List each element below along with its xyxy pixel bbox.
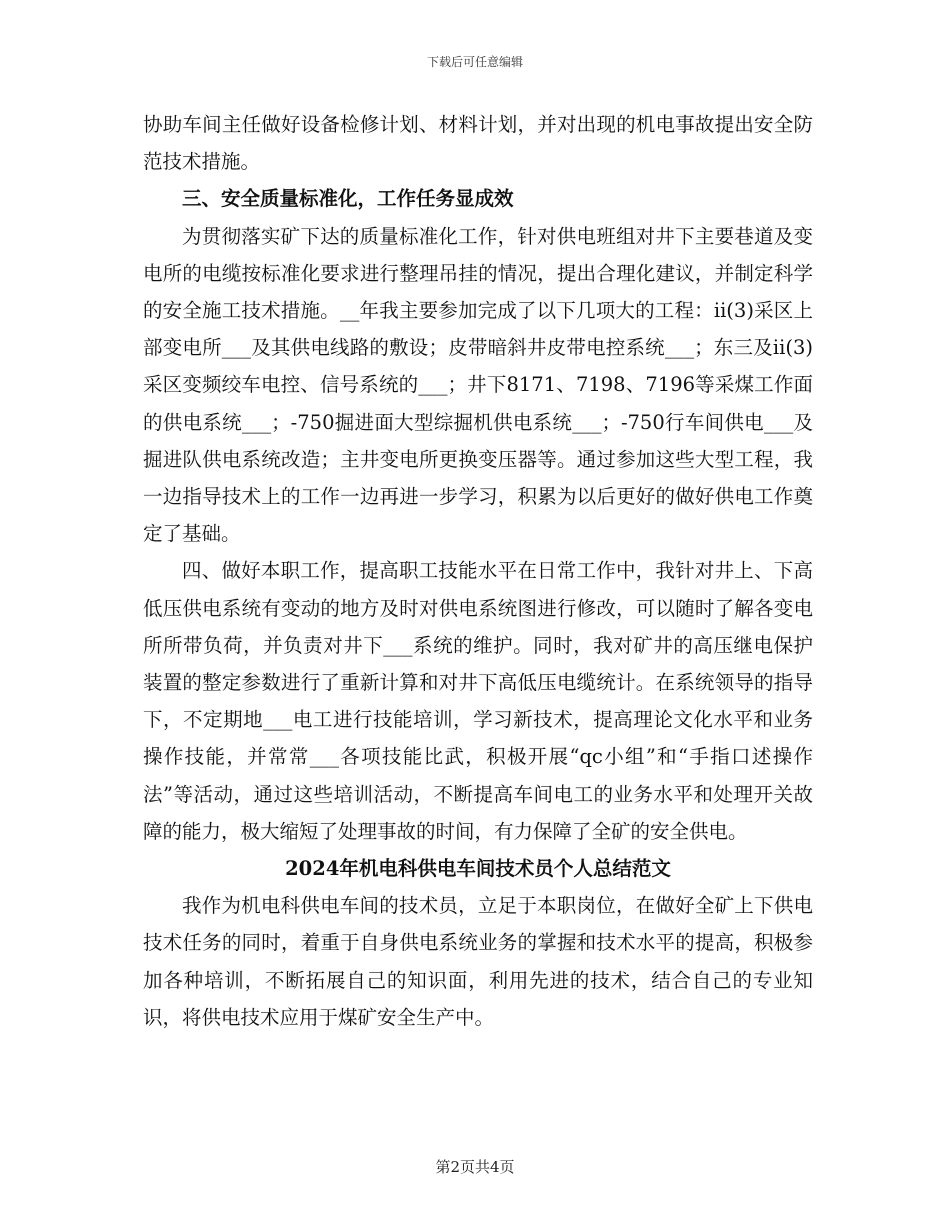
paragraph-continued: 协助车间主任做好设备检修计划、材料计划，并对出现的机电事故提出安全防范技术措施。: [143, 113, 813, 174]
document-title: 2024年机电科供电车间技术员个人总结范文: [285, 857, 671, 881]
paragraph-section-four: 四、做好本职工作，提高职工技能水平在日常工作中，我针对井上、下高低压供电系统有变动的地方及时对供电系统图进行修改，可以随时了解各变电所所带负荷，并负责对井下___系统的维护。同时，我对矿井的高压继电保护装置的整定参数进行了重新计算和对井下高低压电缆统计。在系统领导的指导下，不定期地___电工进行技能培训，学习新技术，提高理论文化水平和业务操作技能，并常常___各项技能比武，积极开展“qc小组”和“手指口述操作法”等活动，通过这些培训活动，不断提高车间电工的业务水平和处理开关故障的能力，极大缩短了处理事故的时间，有力保障了全矿的安全供电。: [143, 559, 813, 843]
document-body: [143, 106, 813, 1036]
section-heading-three: 三、安全质量标准化，工作任务显成效: [182, 187, 514, 211]
page-number: 第2页共4页: [435, 1158, 515, 1176]
paragraph-intro: 我作为机电科供电车间的技术员，立足于本职岗位，在做好全矿上下供电技术任务的同时，着重于自身供电系统业务的掌握和技术水平的提高，积极参加各种培训，不断拓展自己的知识面，利用先进的技术，结合自己的专业知识，将供电技术应用于煤矿安全生产中。: [143, 894, 813, 1029]
paragraph-quality-standardization: 为贯彻落实矿下达的质量标准化工作，针对供电班组对井下主要巷道及变电所的电缆按标准化要求进行整理吊挂的情况，提出合理化建议，并制定科学的安全施工技术措施。__年我主要参加完成了以下几项大的工程：ii(3)采区上部变电所___及其供电线路的敷设；皮带暗斜井皮带电控系统___；东三及ii(3)采区变频绞车电控、信号系统的___；井下8171、7198、7196等采煤工作面的供电系统___；-750掘进面大型综掘机供电系统___；-750行车间供电___及掘进队供电系统改造；主井变电所更换变压器等。通过参加这些大型工程，我一边指导技术上的工作一边再进一步学习，积累为以后更好的做好供电工作奠定了基础。: [143, 224, 813, 546]
page-header-note: 下载后可任意编辑: [426, 55, 523, 69]
